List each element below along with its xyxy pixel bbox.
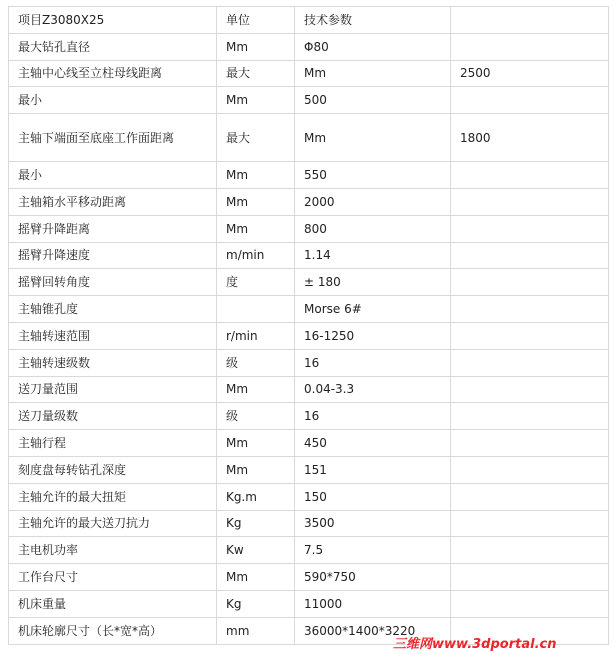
table-cell: Mm — [217, 430, 295, 457]
table-cell: 主轴允许的最大扭矩 — [9, 483, 217, 510]
table-cell: 最小 — [9, 162, 217, 189]
table-cell: 工作台尺寸 — [9, 564, 217, 591]
table-cell: 主轴行程 — [9, 430, 217, 457]
table-cell: Mm — [217, 564, 295, 591]
table-row — [9, 564, 609, 591]
table-cell: Mm — [217, 215, 295, 242]
table-cell: Φ80 — [295, 33, 451, 60]
table-row — [9, 87, 609, 114]
table-cell: 刻度盘每转钻孔深度 — [9, 456, 217, 483]
table-cell: 主轴锥孔度 — [9, 296, 217, 323]
table-cell: 11000 — [295, 590, 451, 617]
table-cell — [451, 537, 609, 564]
table-cell: 最大 — [217, 60, 295, 87]
table-cell: 摇臂回转角度 — [9, 269, 217, 296]
table-row — [9, 215, 609, 242]
table-cell — [451, 376, 609, 403]
table-cell: 主轴下端面至底座工作面距离 — [9, 114, 217, 162]
table-cell: 450 — [295, 430, 451, 457]
table-cell: Mm — [217, 188, 295, 215]
table-cell: 主轴转速范围 — [9, 322, 217, 349]
table-cell: 1.14 — [295, 242, 451, 269]
table-cell — [451, 215, 609, 242]
table-cell — [451, 564, 609, 591]
table-row — [9, 7, 609, 34]
table-cell — [217, 296, 295, 323]
table-cell: Mm — [217, 376, 295, 403]
table-row — [9, 537, 609, 564]
table-row — [9, 269, 609, 296]
table-cell: 主轴中心线至立柱母线距离 — [9, 60, 217, 87]
table-row — [9, 162, 609, 189]
table-cell: 3500 — [295, 510, 451, 537]
table-cell: 最大 — [217, 114, 295, 162]
table-cell: 单位 — [217, 7, 295, 34]
table-cell: 36000*1400*3220 — [295, 617, 451, 644]
table-cell: m/min — [217, 242, 295, 269]
spec-table — [8, 6, 609, 645]
table-row — [9, 456, 609, 483]
table-row — [9, 376, 609, 403]
table-cell — [451, 162, 609, 189]
table-cell: 500 — [295, 87, 451, 114]
table-cell: Kg — [217, 590, 295, 617]
table-cell: 级 — [217, 403, 295, 430]
table-cell: 2500 — [451, 60, 609, 87]
table-row — [9, 483, 609, 510]
table-cell: 800 — [295, 215, 451, 242]
table-cell: Mm — [217, 33, 295, 60]
table-cell — [451, 349, 609, 376]
table-row — [9, 296, 609, 323]
table-cell: 590*750 — [295, 564, 451, 591]
table-cell: Mm — [217, 456, 295, 483]
table-cell: 项目Z3080X25 — [9, 7, 217, 34]
table-cell: 机床轮廓尺寸（长*宽*高） — [9, 617, 217, 644]
table-cell: mm — [217, 617, 295, 644]
table-row — [9, 114, 609, 162]
table-row — [9, 188, 609, 215]
table-row — [9, 590, 609, 617]
table-cell: ± 180 — [295, 269, 451, 296]
table-cell: 主轴箱水平移动距离 — [9, 188, 217, 215]
table-row — [9, 430, 609, 457]
table-cell — [451, 296, 609, 323]
table-cell — [451, 590, 609, 617]
table-cell: 16 — [295, 349, 451, 376]
table-cell: 摇臂升降速度 — [9, 242, 217, 269]
table-cell: 度 — [217, 269, 295, 296]
table-cell: 机床重量 — [9, 590, 217, 617]
table-cell: 主电机功率 — [9, 537, 217, 564]
table-cell: 550 — [295, 162, 451, 189]
table-cell — [451, 7, 609, 34]
table-cell — [451, 188, 609, 215]
table-cell: 摇臂升降距离 — [9, 215, 217, 242]
table-cell: Kg — [217, 510, 295, 537]
table-cell: 送刀量级数 — [9, 403, 217, 430]
table-cell: 技术参数 — [295, 7, 451, 34]
table-cell — [451, 87, 609, 114]
table-row — [9, 33, 609, 60]
table-cell: 送刀量范围 — [9, 376, 217, 403]
table-cell: 16 — [295, 403, 451, 430]
table-cell: Kg.m — [217, 483, 295, 510]
spec-table-body — [9, 7, 609, 645]
table-cell: 1800 — [451, 114, 609, 162]
table-cell — [451, 483, 609, 510]
table-cell: Morse 6# — [295, 296, 451, 323]
table-cell — [451, 33, 609, 60]
table-cell: Mm — [295, 114, 451, 162]
table-cell: 150 — [295, 483, 451, 510]
table-cell — [451, 322, 609, 349]
table-cell: 主轴转速级数 — [9, 349, 217, 376]
site-watermark: 三维网www.3dportal.cn — [393, 637, 557, 652]
table-row — [9, 403, 609, 430]
table-cell — [451, 269, 609, 296]
table-cell — [451, 242, 609, 269]
table-cell: 151 — [295, 456, 451, 483]
table-cell: 2000 — [295, 188, 451, 215]
table-cell: 主轴允许的最大送刀抗力 — [9, 510, 217, 537]
table-row — [9, 242, 609, 269]
table-cell — [451, 510, 609, 537]
table-cell: Mm — [217, 87, 295, 114]
table-cell: 最大钻孔直径 — [9, 33, 217, 60]
table-cell — [451, 456, 609, 483]
table-cell: Mm — [295, 60, 451, 87]
table-row — [9, 510, 609, 537]
table-cell: Kw — [217, 537, 295, 564]
table-cell — [451, 430, 609, 457]
table-row — [9, 60, 609, 87]
table-cell: 16-1250 — [295, 322, 451, 349]
table-cell: r/min — [217, 322, 295, 349]
table-cell: Mm — [217, 162, 295, 189]
table-cell: 7.5 — [295, 537, 451, 564]
table-row — [9, 349, 609, 376]
table-cell: 0.04-3.3 — [295, 376, 451, 403]
table-row — [9, 322, 609, 349]
table-cell: 最小 — [9, 87, 217, 114]
table-cell — [451, 403, 609, 430]
table-cell: 级 — [217, 349, 295, 376]
